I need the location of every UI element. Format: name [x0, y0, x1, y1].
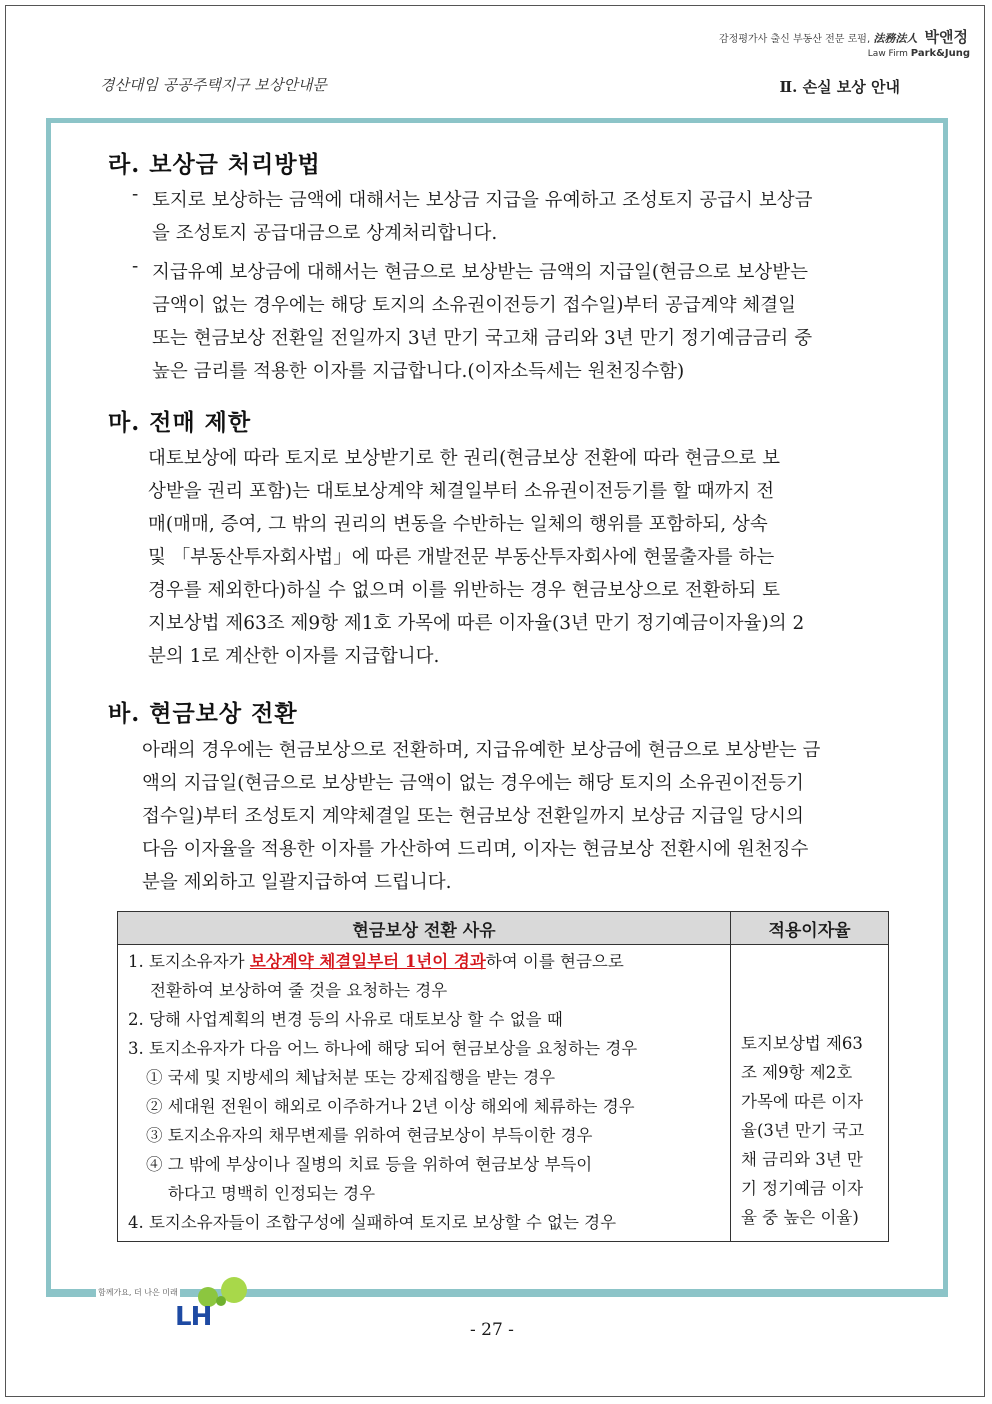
text-line: 다음 이자율을 적용한 이자를 가산하여 드리며, 이자는 현금보상 전환시에 원천징수: [142, 839, 809, 860]
ma-paragraph: [148, 442, 898, 673]
firm-tagline: 감정평가사 출신 부동산 전문 로펌,: [719, 34, 871, 45]
reason-1-post: 하여 이를 현금으로: [485, 952, 624, 971]
lh-logo: LH: [175, 1302, 212, 1332]
section-title-ma: 마. 전매 제한: [108, 409, 252, 436]
ra-bullet-1: [152, 184, 898, 250]
text-line: 및 「부동산투자회사법」에 따른 개발전문 부동산투자회사에 현물출자를 하는: [148, 547, 775, 568]
text-line: 매(매매, 증여, 그 밖의 권리의 변동을 수반하는 일체의 행위를 포함하되, 상속: [148, 514, 768, 535]
section-title-ra: 라. 보상금 처리방법: [108, 151, 321, 178]
text-line: 토지로 보상하는 금액에 대해서는 보상금 지급을 유예하고 조성토지 공급시 보상금: [152, 190, 813, 211]
reason-1: [128, 947, 722, 976]
rate-cell: [731, 945, 889, 1242]
doc-title: 경산대임 공공주택지구 보상안내문: [100, 76, 327, 94]
col-header-rate: 적용이자율: [731, 912, 889, 945]
table-row: [118, 945, 889, 1242]
reason-1-pre: 1. 토지소유자가: [128, 952, 250, 971]
page-number: - 27 -: [470, 1320, 514, 1340]
rate-line: 율 중 높은 이율): [741, 1208, 859, 1227]
firm-en: [868, 48, 970, 59]
bullet-dash: -: [132, 256, 139, 277]
text-line: 경우를 제외한다)하실 수 없으며 이를 위반하는 경우 현금보상으로 전환하되 토: [148, 580, 781, 601]
rate-line: 토지보상법 제63: [741, 1034, 863, 1053]
text-line: 분의 1로 계산한 이자를 지급합니다.: [148, 646, 440, 667]
reason-4: 4. 토지소유자들이 조합구성에 실패하여 토지로 보상할 수 없는 경우: [128, 1213, 617, 1232]
reason-3-b: ② 세대원 전원이 해외로 이주하거나 2년 이상 해외에 체류하는 경우: [146, 1097, 635, 1116]
reason-1-highlight: 보상계약 체결일부터 1년이 경과: [249, 952, 486, 971]
text-line: 높은 금리를 적용한 이자를 지급합니다.(이자소득세는 원천징수함): [152, 361, 685, 382]
reason-cell: [118, 945, 731, 1242]
footer-frame-line: [46, 1292, 948, 1297]
rate-line: 기 정기예금 이자: [741, 1179, 864, 1198]
text-line: 지보상법 제63조 제9항 제1호 가목에 따른 이자율(3년 만기 정기예금이자율)의 2: [148, 613, 805, 634]
table-header-row: [118, 912, 889, 945]
reason-3: 3. 토지소유자가 다음 어느 하나에 해당 되어 현금보상을 요청하는 경우: [128, 1039, 638, 1058]
text-line: 아래의 경우에는 현금보상으로 전환하며, 지급유예한 보상금에 현금으로 보상받는 금: [142, 740, 821, 761]
chapter-title: Ⅱ. 손실 보상 안내: [779, 78, 900, 96]
text-line: 을 조성토지 공급대금으로 상계처리합니다.: [152, 223, 498, 244]
rate-line: 율(3년 만기 국고: [741, 1121, 865, 1140]
firm-law: 法務法人: [873, 32, 918, 45]
text-line: 금액이 없는 경우에는 해당 토지의 소유권이전등기 접수일)부터 공급계약 체결일: [152, 295, 797, 316]
text-line: 분을 제외하고 일괄지급하여 드립니다.: [142, 872, 452, 893]
bullet-dash: -: [132, 184, 139, 205]
text-line: 상받을 권리 포함)는 대토보상계약 체결일부터 소유권이전등기를 할 때까지 전: [148, 481, 775, 502]
reason-3-a: ① 국세 및 지방세의 체납처분 또는 강제집행을 받는 경우: [146, 1068, 556, 1087]
firm-en-prefix: Law Firm: [867, 49, 908, 59]
ra-bullet-2: [152, 256, 898, 388]
text-line: 대토보상에 따라 토지로 보상받기로 한 권리(현금보상 전환에 따라 현금으로 보: [148, 448, 781, 469]
cash-conversion-table: [117, 911, 889, 1242]
firm-header: [719, 26, 968, 47]
reason-1-cont: 전환하여 보상하여 줄 것을 요청하는 경우: [150, 981, 448, 1000]
section-title-ba: 바. 현금보상 전환: [108, 700, 298, 727]
rate-line: 조 제9항 제2호: [741, 1063, 853, 1082]
ba-paragraph: [142, 734, 898, 899]
text-line: 지급유예 보상금에 대해서는 현금으로 보상받는 금액의 지급일(현금으로 보상받는: [152, 262, 808, 283]
lh-slogan: 함께가요, 더 나은 미래: [98, 1288, 178, 1297]
reason-2: 2. 당해 사업계획의 변경 등의 사유로 대토보상 할 수 없을 때: [128, 1010, 563, 1029]
firm-name: 박앤정: [924, 28, 968, 46]
reason-3-d: ④ 그 밖에 부상이나 질병의 치료 등을 위하여 현금보상 부득이: [146, 1155, 593, 1174]
text-line: 또는 현금보상 전환일 전일까지 3년 만기 국고채 금리와 3년 만기 정기예금금리 중: [152, 328, 813, 349]
rate-line: 가목에 따른 이자: [741, 1092, 864, 1111]
text-line: 접수일)부터 조성토지 계약체결일 또는 현금보상 전환일까지 보상금 지급일 당시의: [142, 806, 804, 827]
reason-3-d-cont: 하다고 명백히 인정되는 경우: [168, 1184, 376, 1203]
reason-3-c: ③ 토지소유자의 채무변제를 위하여 현금보상이 부득이한 경우: [146, 1126, 593, 1145]
col-header-reason: 현금보상 전환 사유: [118, 912, 731, 945]
firm-en-name: Park&Jung: [910, 48, 970, 59]
rate-line: 채 금리와 3년 만: [741, 1150, 863, 1169]
text-line: 액의 지급일(현금으로 보상받는 금액이 없는 경우에는 해당 토지의 소유권이전등기: [142, 773, 804, 794]
